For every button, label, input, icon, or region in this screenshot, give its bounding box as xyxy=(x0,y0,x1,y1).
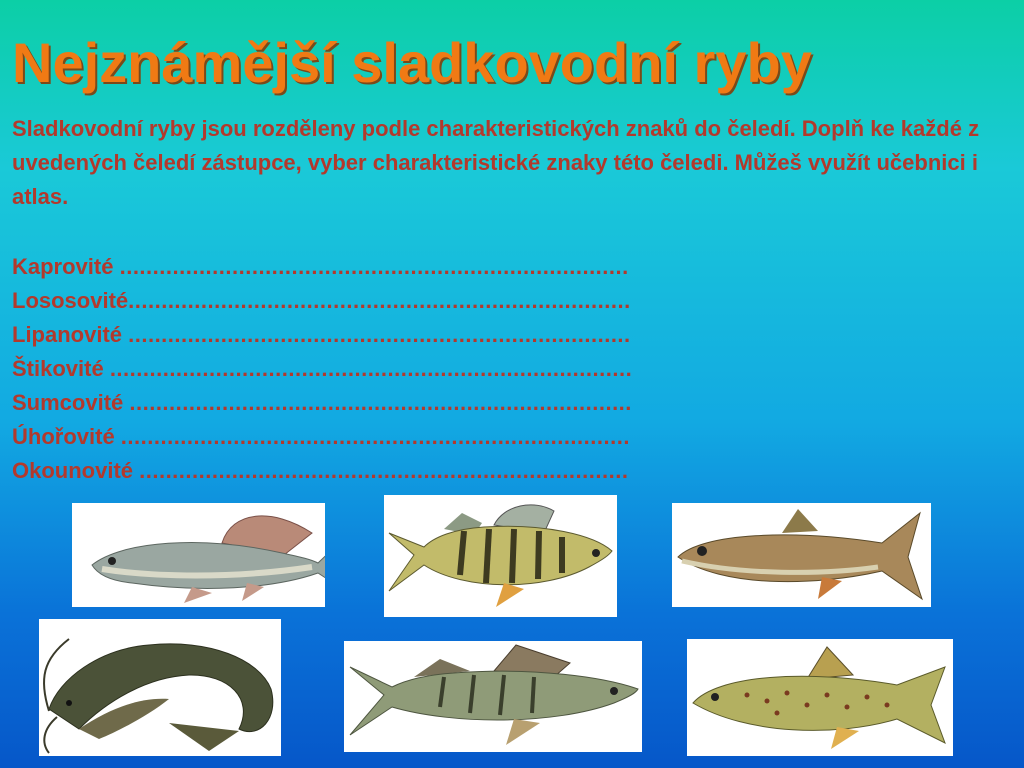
family-item-sumcovite xyxy=(12,386,632,420)
zander-image xyxy=(344,641,642,752)
family-label: Kaprovité xyxy=(12,254,120,279)
fill-blank: ............................................................................... xyxy=(109,356,633,381)
fill-blank: .......................................................................... xyxy=(139,458,629,483)
catfish-image xyxy=(39,619,281,756)
page-title: Nejznámější sladkovodní ryby xyxy=(12,31,812,94)
fill-blank: ............................................................................ xyxy=(129,390,632,415)
grayling-image xyxy=(72,503,325,607)
trout-image xyxy=(687,639,953,756)
family-item-stikovite xyxy=(12,352,632,386)
family-label: Štikovité xyxy=(12,356,110,381)
family-label: Lipanovité xyxy=(12,322,129,347)
fill-blank: ............................................................................. xyxy=(119,254,629,279)
family-label: Okounovité xyxy=(12,458,140,483)
perch-image xyxy=(384,495,617,617)
family-list xyxy=(12,250,632,488)
fill-blank: ............................................................................ xyxy=(128,322,631,347)
instructions-text: Sladkovodní ryby jsou rozděleny podle charakteristických znaků do čeledí. Doplň ke každé z uvedených čeledí zástupce, vyber charakteristické znaky této čeledi. Můžeš využít učebnici i atlas. xyxy=(12,116,980,209)
family-label: Úhořovité xyxy=(12,424,121,449)
fill-blank: ............................................................................ xyxy=(128,288,631,313)
family-item-uhorovite xyxy=(12,420,632,454)
family-item-kaprovite xyxy=(12,250,632,284)
fill-blank: ............................................................................. xyxy=(120,424,630,449)
chub-image xyxy=(672,503,931,607)
family-item-okounovite xyxy=(12,454,632,488)
family-label: Lososovité xyxy=(12,288,129,313)
family-label: Sumcovité xyxy=(12,390,130,415)
family-item-lososovite xyxy=(12,284,632,318)
family-item-lipanovite xyxy=(12,318,632,352)
